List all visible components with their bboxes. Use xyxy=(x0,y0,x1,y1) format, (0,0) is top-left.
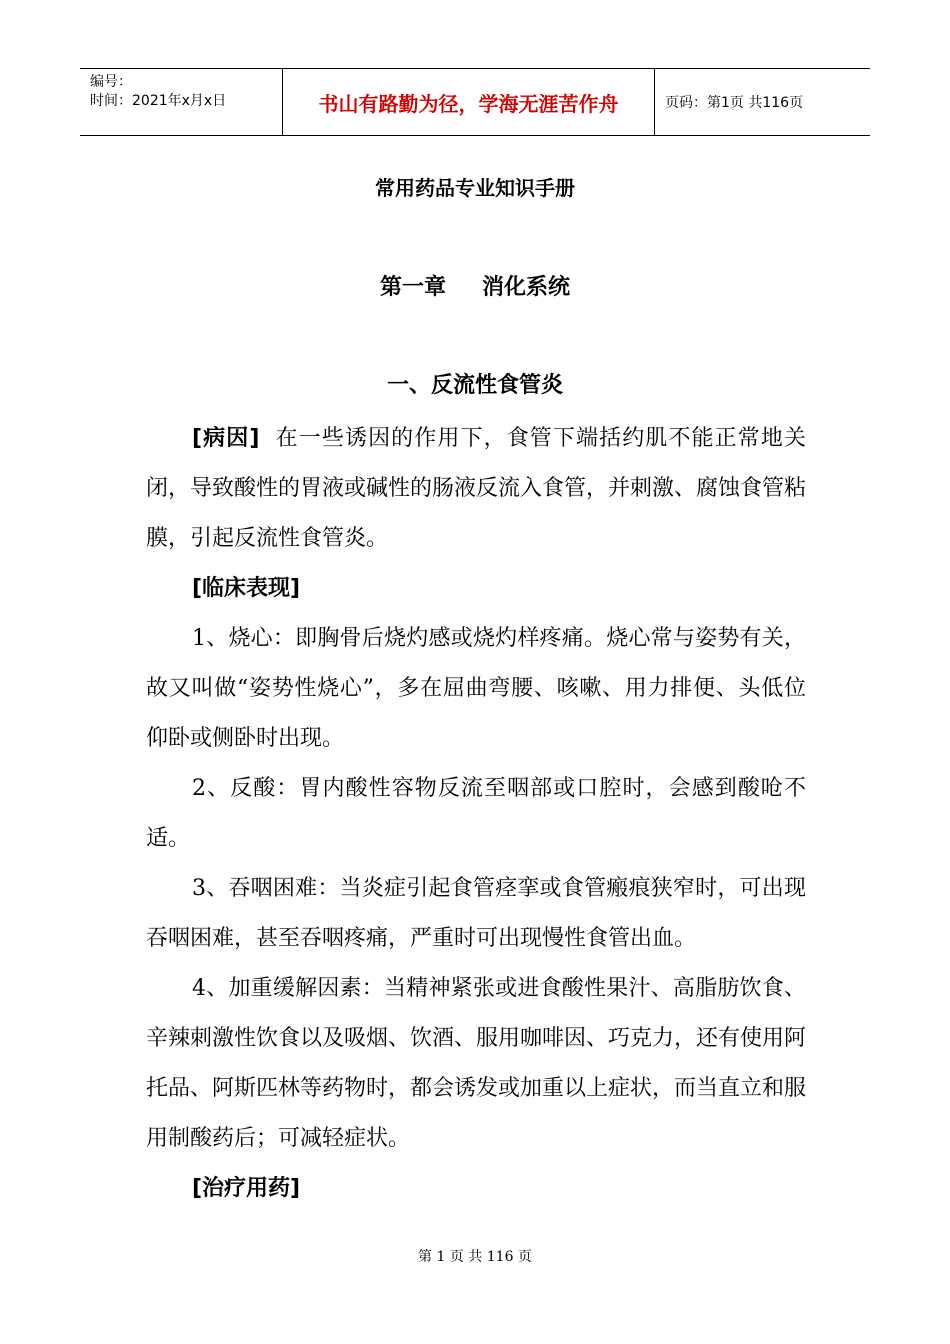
chapter-name: 消化系统 xyxy=(482,275,571,300)
symptom-paragraph: 3、吞咽困难：当炎症引起食管痉挛或食管瘢痕狭窄时，可出现吞咽困难，甚至吞咽疼痛，严重时可出现慢性食管出血。 xyxy=(146,876,806,951)
etiology-text: 在一些诱因的作用下，食管下端括约肌不能正常地关闭，导致酸性的胃液或碱性的肠液反流入食管，并刺激、腐蚀食管粘膜，引起反流性食管炎。 xyxy=(146,426,807,551)
header-meta xyxy=(80,69,282,135)
document-title: 常用药品专业知识手册 xyxy=(375,176,575,200)
etiology-paragraph xyxy=(146,414,806,564)
header-motto: 书山有路勤为径，学海无涯苦作舟 xyxy=(318,91,619,116)
chapter-number: 第一章 xyxy=(379,275,446,300)
symptom-paragraph: 2、反酸：胃内酸性容物反流至咽部或口腔时，会感到酸呛不适。 xyxy=(146,776,806,851)
treatment-label: [治疗用药] xyxy=(192,1176,301,1201)
document-number: 编号： xyxy=(90,74,132,90)
page-footer: 第 1 页 共 116 页 xyxy=(418,1249,532,1265)
document-body xyxy=(146,414,806,1214)
page-header xyxy=(80,68,870,136)
header-motto-cell xyxy=(282,69,655,135)
header-page-cell xyxy=(655,69,870,135)
symptom-paragraph: 4、加重缓解因素：当精神紧张或进食酸性果汁、高脂肪饮食、辛辣刺激性饮食以及吸烟、饮酒、服用咖啡因、巧克力，还有使用阿托品、阿斯匹林等药物时，都会诱发或加重以上症状，而当直立和服用制酸药后；可减轻症状。 xyxy=(146,976,807,1151)
treatment-heading xyxy=(146,1164,806,1214)
section-title: 一、反流性食管炎 xyxy=(386,373,563,398)
clinical-heading xyxy=(146,564,806,614)
etiology-label: [病因] xyxy=(192,426,260,451)
document-date: 时间：2021年x月x日 xyxy=(90,93,227,109)
symptom-paragraph: 1、烧心：即胸骨后烧灼感或烧灼样疼痛。烧心常与姿势有关，故又叫做“姿势性烧心”，多在屈曲弯腰、咳嗽、用力排便、头低位仰卧或侧卧时出现。 xyxy=(146,626,806,751)
header-page-info: 页码：第1页 共116页 xyxy=(665,95,804,111)
clinical-label: [临床表现] xyxy=(192,576,301,601)
chapter-title xyxy=(0,270,950,301)
